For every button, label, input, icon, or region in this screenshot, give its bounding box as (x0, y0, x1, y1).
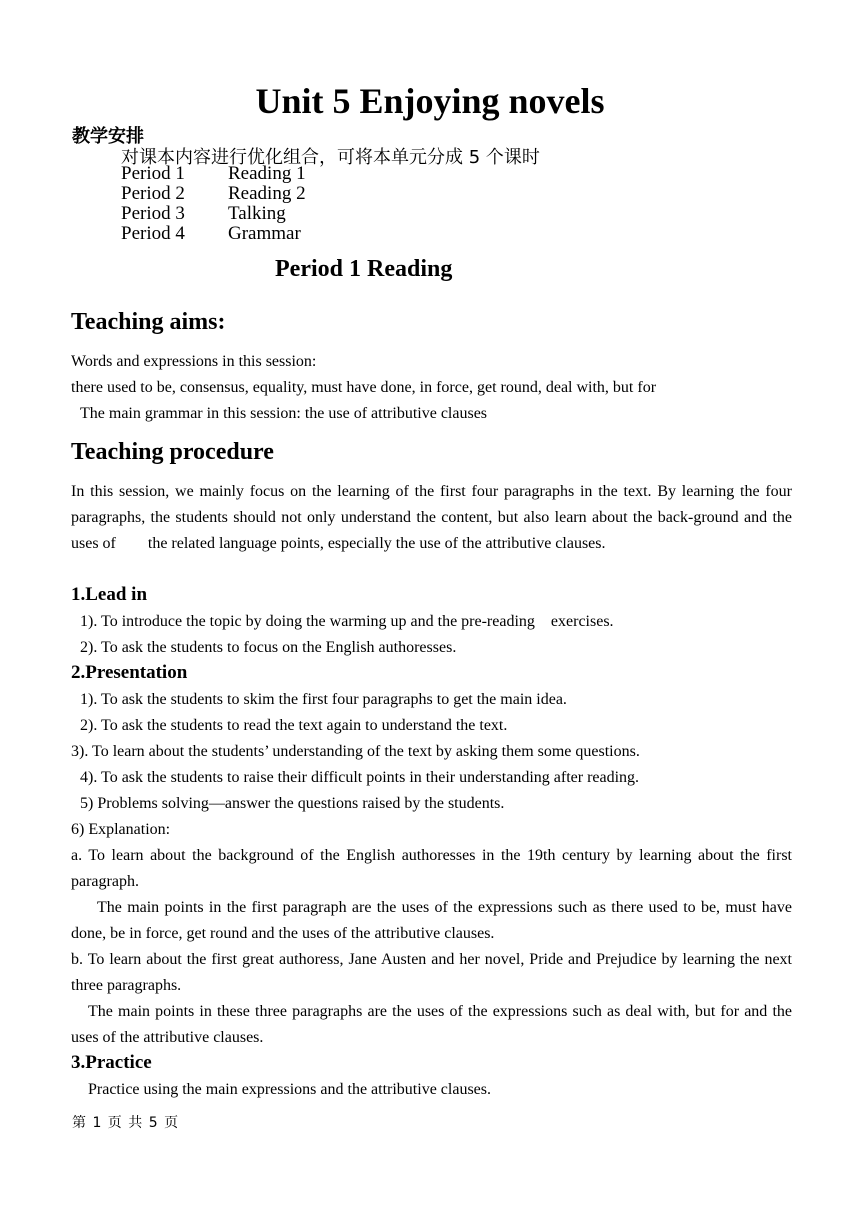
practice-text: Practice using the main expressions and the attributive clauses. (88, 1081, 491, 1098)
section-title: Period 1 Reading (275, 256, 453, 282)
period-topic: Reading 1 (228, 163, 306, 184)
document-title: Unit 5 Enjoying novels (255, 81, 605, 121)
page-footer: 第 1 页 共 5 页 (72, 1115, 180, 1131)
list-item: 1). To ask the students to skim the first four paragraphs to get the main idea. (80, 691, 567, 708)
list-item: 2). To ask the students to read the text again to understand the text. (80, 717, 508, 734)
period-list (121, 164, 306, 244)
period-name: Period 1 (121, 163, 185, 184)
aims-line: Words and expressions in this session: (71, 353, 317, 370)
list-item: 1). To introduce the topic by doing the warming up and the pre-reading exercises. (80, 613, 614, 630)
explanation-a-points: The main points in the first paragraph are the uses of the expressions such as there used to be, must have done, be in force, get round and the uses of the attributive clauses. (71, 899, 792, 942)
aims-line: there used to be, consensus, equality, must have done, in force, get round, deal with, but for (71, 379, 657, 396)
period-row (121, 184, 306, 204)
procedure-heading: Teaching procedure (71, 439, 274, 465)
procedure-intro: In this session, we mainly focus on the learning of the first four paragraphs in the text. By learning the four paragraphs, the students should not only understand the content, but also learn about the back-ground and the uses of the related language points, especially the use of the attributive clauses. (71, 483, 792, 552)
list-item: 2). To ask the students to focus on the English authoresses. (80, 639, 457, 656)
period-topic: Reading 2 (228, 183, 306, 204)
period-row (121, 164, 306, 184)
period-topic: Grammar (228, 223, 301, 244)
period-row (121, 204, 306, 224)
arrangement-intro: 对课本内容进行优化组合，可将本单元分成 5 个课时 (121, 147, 540, 168)
period-name: Period 2 (121, 183, 185, 204)
period-topic: Talking (228, 203, 286, 224)
presentation-heading: 2.Presentation (71, 662, 188, 683)
list-item: 5) Problems solving—answer the questions raised by the students. (80, 795, 505, 812)
period-row (121, 224, 306, 244)
period-name: Period 3 (121, 203, 185, 224)
explanation-a: a. To learn about the background of the English authoresses in the 19th century by learning about the first paragraph. (71, 847, 792, 890)
aims-line: The main grammar in this session: the use of attributive clauses (80, 405, 488, 422)
period-name: Period 4 (121, 223, 185, 244)
explanation-b-points: The main points in these three paragraphs are the uses of the expressions such as deal with, but for and the uses of the attributive clauses. (71, 1003, 792, 1046)
aims-heading: Teaching aims: (71, 309, 226, 335)
list-item: 3). To learn about the students’ understanding of the text by asking them some questions. (71, 743, 640, 760)
practice-heading: 3.Practice (71, 1052, 152, 1073)
list-item: 6) Explanation: (71, 821, 171, 838)
lead-in-heading: 1.Lead in (71, 584, 148, 605)
arrangement-heading: 教学安排 (72, 126, 144, 147)
list-item: 4). To ask the students to raise their difficult points in their understanding after reading. (80, 769, 640, 786)
explanation-b: b. To learn about the first great authoress, Jane Austen and her novel, Pride and Prejudice by learning the next three paragraphs. (71, 951, 792, 994)
